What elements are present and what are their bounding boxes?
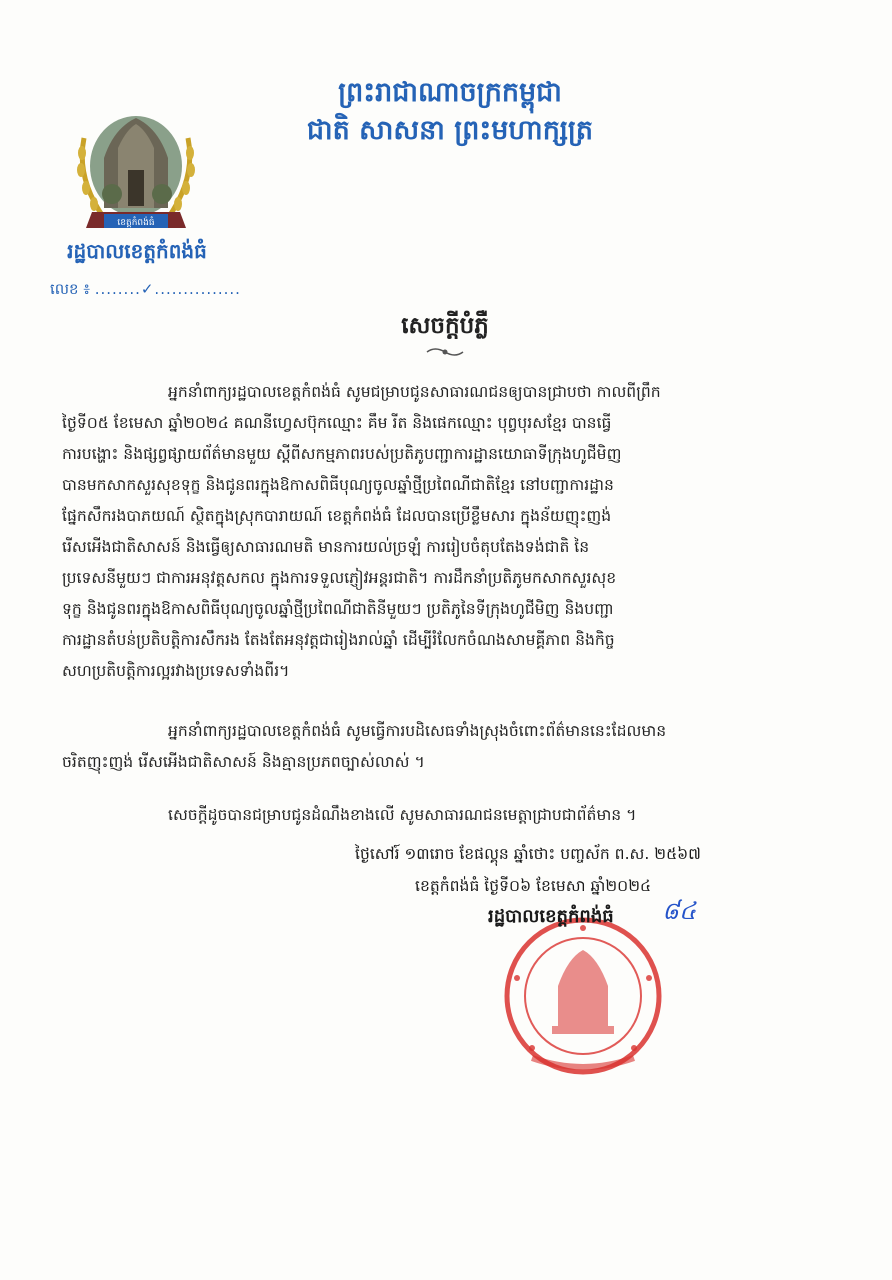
text-line: ផ្នែកសឹករងបាភយណ៍ ស្ថិតក្នុងស្រុកបារាយណ៍ ខេត្តកំពង់ធំ ដែលបានប្រើខ្លឹមសារ ក្នុងន័យញុះញង់ (62, 507, 612, 525)
paragraph-1 (62, 377, 828, 687)
title-ornament-icon (425, 346, 465, 358)
provincial-emblem-logo (74, 108, 198, 236)
text-line: ទុក្ខ និងជូនពរក្នុងឱកាសពិធីបុណ្យចូលឆ្នាំថ្មីប្រពៃណីជាតិនីមួយៗ ប្រតិភូនៃទីក្រុងហូជីមិញ និងបញ្ជា (62, 600, 614, 618)
text-line: ចរិតញុះញង់ រើសអើងជាតិសាសន៍ និងគ្មានប្រភពច្បាស់លាស់ ។ (62, 753, 425, 771)
kingdom-line-1: ព្រះរាជាណាចក្រកម្ពុជា (338, 77, 562, 108)
reference-number (50, 280, 250, 302)
solar-date: ខេត្តកំពង់ធំ ថ្ងៃទី០៦ ខែមេសា ឆ្នាំ២០២៤ (415, 877, 652, 895)
reference-value: ........✓............... (94, 280, 241, 298)
text-line: ការបង្ហោះ និងផ្សព្វផ្សាយព័ត៌មានមួយ ស្តីពីសកម្មភាពរបស់ប្រតិភូបញ្ជាការដ្ឋានយោធាទីក្រុងហូជីមិញ (62, 445, 622, 463)
text-line: ប្រទេសនីមួយៗ ជាការអនុវត្តសកល ក្នុងការទទួលភ្ញៀវអន្តរជាតិ។ ការដឹកនាំប្រតិភូមកសាកសួរសុខ (62, 569, 617, 587)
official-seal-stamp (492, 908, 674, 1078)
text-line: សហប្រតិបត្តិការល្អរវាងប្រទេសទាំងពីរ។ (62, 662, 290, 680)
signing-authority: រដ្ឋបាលខេត្តកំពង់ធំ (488, 906, 614, 927)
issuing-authority-name: រដ្ឋបាលខេត្តកំពង់ធំ (67, 239, 207, 263)
text-line: ថ្ងៃទី០៥ ខែមេសា ឆ្នាំ២០២៤ គណនីហ្វេសប៊ុកឈ្មោះ គឹម រីត និងផេកឈ្មោះ បុព្វបុរសខ្មែរ បានធ្វើ (62, 414, 612, 432)
logo-caption: ខេត្តកំពង់ធំ (117, 218, 155, 228)
kingdom-heading (250, 74, 650, 150)
text-line: ការដ្ឋានតំបន់ប្រតិបត្តិការសឹករង តែងតែអនុវត្តជារៀងរាល់ឆ្នាំ ដើម្បីរំលែកចំណងសាមគ្គីភាព និងកិច្ច (62, 631, 615, 649)
text-line: អ្នកនាំពាក្យរដ្ឋបាលខេត្តកំពង់ធំ សូមធ្វើការបដិសេធទាំងស្រុងចំពោះព័ត៌មាននេះដែលមាន (168, 722, 667, 740)
reference-label: លេខ ៖ (50, 280, 90, 298)
text-line: រើសអើងជាតិសាសន៍ និងធ្វើឲ្យសាធារណមតិ មានការយល់ច្រឡំ ការរៀបចំតុបតែងទង់ជាតិ នៃ (62, 538, 590, 556)
document-title: សេចក្តីបំភ្លឺ (401, 313, 489, 339)
text-line: អ្នកនាំពាក្យរដ្ឋបាលខេត្តកំពង់ធំ សូមជម្រាបជូនសាធារណជនឲ្យបានជ្រាបថា កាលពីព្រឹក (168, 383, 661, 401)
text-line: សេចក្តីដូចបានជម្រាបជូនដំណឹងខាងលើ សូមសាធារណជនមេត្តាជ្រាបជាព័ត៌មាន ។ (168, 806, 637, 824)
kingdom-line-2: ជាតិ សាសនា ព្រះមហាក្សត្រ (306, 115, 594, 146)
handwritten-initials: ៨៤ (662, 897, 696, 925)
paragraph-2 (62, 716, 828, 778)
text-line: បានមកសាកសួរសុខទុក្ខ និងជូនពរក្នុងឱកាសពិធីបុណ្យចូលឆ្នាំថ្មីប្រពៃណីជាតិខ្មែរ នៅបញ្ជាការដ្ឋាន (62, 476, 614, 494)
paragraph-3 (168, 800, 828, 831)
lunar-date: ថ្ងៃសៅរ៍ ១៣រោច ខែផល្គុន ឆ្នាំថោះ បញ្ចស័ក ព.ស. ២៥៦៧ (355, 845, 701, 863)
